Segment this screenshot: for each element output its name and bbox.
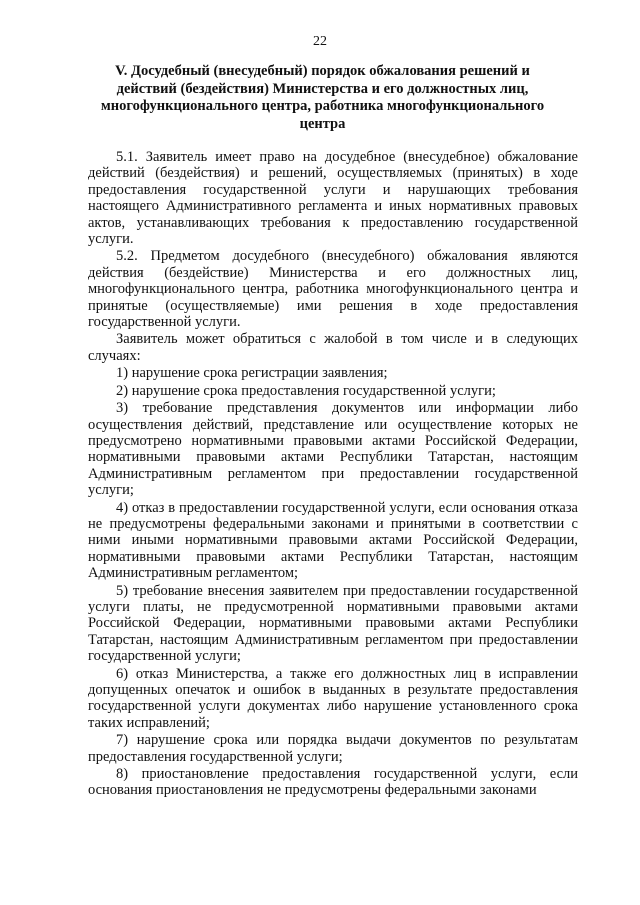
page-number: 22 [313, 34, 327, 49]
list-item-3: 3) требование представления документов или информации либо осуществления действий, представление или осуществление которых не предусмотрено нормативными правовыми актами Российской Федерации, нормативными правовыми актами Республики Татарстан, настоящим Административным регламентом при предоставлении государственной услуги; [88, 400, 578, 499]
list-item-8: 8) приостановление предоставления государственной услуги, если основания приостановления не предусмотрены федеральными законами [88, 766, 578, 799]
list-item-5: 5) требование внесения заявителем при предоставлении государственной услуги платы, не предусмотренной нормативными правовыми актами Российской Федерации, нормативными правовыми актами Республики Татарстан, настоящим Административным регламентом при предоставлении государственной услуги; [88, 582, 578, 665]
list-item-4: 4) отказ в предоставлении государственной услуги, если основания отказа не предусмотрены федеральными законами и принятыми в соответствии с ними иными нормативными правовыми актами Российской Федерации, нормативными правовыми актами Республики Татарстан, настоящим Административным регламентом; [88, 499, 578, 582]
list-item-7: 7) нарушение срока или порядка выдачи документов по результатам предоставления государственной услуги; [88, 732, 578, 765]
paragraph-5-1: 5.1. Заявитель имеет право на досудебное (внесудебное) обжалование действий (бездействия) и решений, осуществляемых (принятых) в ходе предоставления государственной услуги и нарушающих требования настоящего Административного регламента и иных нормативных правовых актов, устанавливающих требования к предоставлению государственной услуги. [88, 149, 578, 248]
paragraph-cases-intro: Заявитель может обратиться с жалобой в том числе и в следующих случаях: [88, 331, 578, 364]
list-item-2: 2) нарушение срока предоставления государственной услуги; [116, 382, 496, 399]
list-item-1: 1) нарушение срока регистрации заявления; [116, 365, 388, 382]
body-text [88, 149, 578, 799]
section-title: V. Досудебный (внесудебный) порядок обжалования решений и действий (бездействия) Министерства и его должностных лиц, многофункционального центра, работника многофункционального центра [100, 63, 545, 132]
paragraph-5-2: 5.2. Предметом досудебного (внесудебного) обжалования являются действия (бездействие) Министерства и его должностных лиц, многофункционального центра, работника многофункционального центра и принятые (осуществляемые) ими решения в ходе предоставления государственной услуги. [88, 248, 578, 331]
list-item-6: 6) отказ Министерства, а также его должностных лиц в исправлении допущенных опечаток и ошибок в выданных в результате предоставления государственной услуги документах либо нарушение установленного срока таких исправлений; [88, 665, 578, 731]
